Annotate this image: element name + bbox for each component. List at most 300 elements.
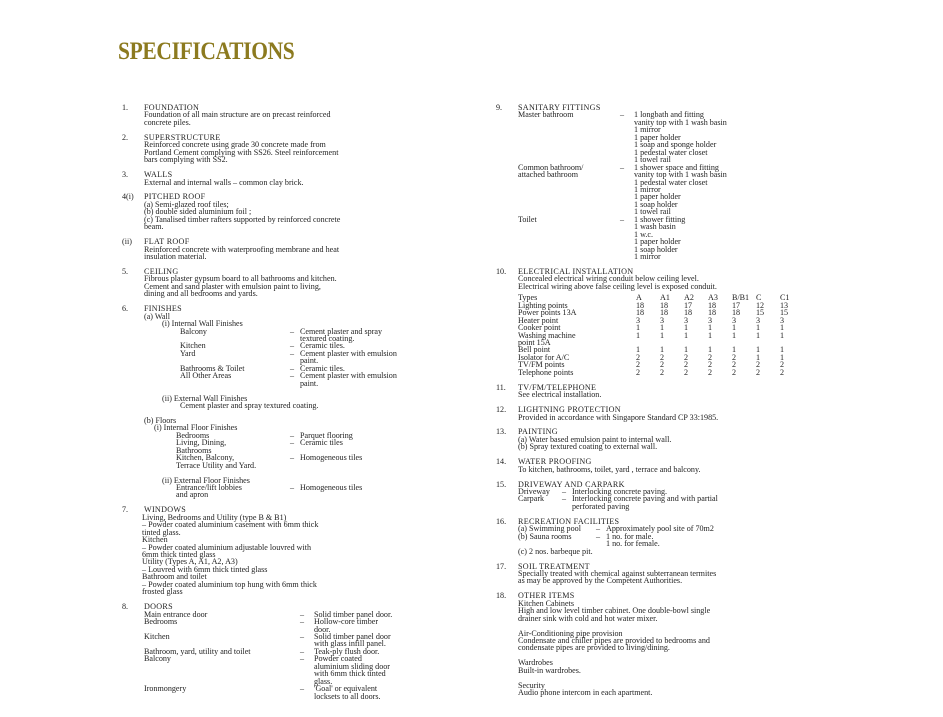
row-label: (a) Swimming pool — [518, 524, 581, 534]
section-title: WINDOWS — [144, 505, 187, 515]
section-soil-treatment — [496, 563, 816, 585]
row-dash: – — [300, 646, 305, 656]
section-recreation-facilities — [496, 518, 816, 555]
table-cell: point 15A — [518, 338, 551, 348]
section-line: bars complying with SS2. — [144, 155, 228, 165]
row-dash — [596, 540, 606, 547]
external-floor-list — [144, 484, 442, 499]
row-dash: – — [562, 487, 567, 497]
table-cell: 17 — [684, 300, 693, 310]
row-value: 1 shower space and fitting — [634, 162, 719, 172]
row-value: 1 paper holder — [634, 192, 681, 202]
row-value: paint. — [300, 378, 319, 388]
table-cell: 2 — [660, 360, 665, 370]
section-line: – Powder coated aluminium adjustable louvred with — [142, 542, 312, 552]
table-cell: 18 — [660, 308, 669, 318]
recreation-list — [518, 525, 816, 547]
list-row — [144, 670, 442, 677]
section-line: (b) Spray textured coating to external wall. — [518, 442, 658, 452]
section-line: High and low level timber cabinet. One double-bowl single — [518, 606, 711, 616]
row-value: 1 longbath and fitting — [634, 110, 704, 120]
section-number: 18. — [496, 591, 507, 601]
row-label: Ironmongery — [144, 684, 187, 694]
table-cell: 3 — [684, 315, 689, 325]
section-line: (c) Tanalised timber rafters supported by reinforced concrete — [144, 214, 341, 224]
section-title: ELECTRICAL INSTALLATION — [518, 266, 634, 276]
section-number: 2. — [122, 132, 129, 142]
row-label: Common bathroom/ — [518, 162, 584, 172]
row-label: and apron — [176, 490, 209, 500]
section-number: 9. — [496, 103, 503, 112]
table-header-cell: B/B1 — [732, 293, 750, 303]
section-number: 15. — [496, 479, 507, 489]
row-dash — [300, 663, 314, 670]
row-label: Bedrooms — [144, 617, 178, 627]
section-line: Wardrobes — [518, 658, 553, 668]
row-dash: – — [290, 430, 295, 440]
table-cell: 2 — [684, 352, 689, 362]
section-title: DOORS — [144, 602, 173, 612]
table-cell: 1 — [708, 330, 713, 340]
table-cell: 1 — [756, 345, 761, 355]
table-cell: 2 — [756, 367, 761, 377]
table-cell: 1 — [636, 345, 641, 355]
row-value: 1 shower fitting — [634, 214, 686, 224]
section-title: FLAT ROOF — [144, 237, 190, 247]
row-label — [144, 670, 300, 677]
list-row — [144, 633, 442, 640]
row-dash — [290, 462, 300, 469]
row-dash — [620, 179, 634, 186]
section-number: 1. — [122, 103, 129, 112]
section-line — [518, 674, 816, 681]
section-line: dining and all bedrooms and yards. — [144, 289, 258, 299]
row-value: 1 soap holder — [634, 199, 678, 209]
section-line: concrete piles. — [144, 117, 191, 127]
table-cell: 2 — [708, 360, 713, 370]
row-dash: – — [300, 684, 305, 694]
section-title: LIGHTNING PROTECTION — [518, 405, 621, 415]
row-dash: – — [562, 494, 567, 504]
row-label: Yard — [180, 348, 196, 358]
table-cell: 2 — [636, 352, 641, 362]
row-dash: – — [596, 524, 601, 534]
row-dash — [620, 171, 634, 178]
table-cell: TV/FM points — [518, 360, 565, 370]
table-cell: 3 — [660, 315, 665, 325]
sanitary-list — [518, 111, 816, 260]
row-label — [518, 253, 620, 260]
section-number: 10. — [496, 266, 507, 276]
section-title: SANITARY FITTINGS — [518, 103, 601, 112]
doors-list — [144, 611, 442, 700]
section-number: 8. — [122, 602, 129, 612]
row-dash: – — [300, 617, 305, 627]
section-title: TV/FM/TELEPHONE — [518, 382, 597, 392]
row-dash — [620, 231, 634, 238]
section-line: 6mm thick tinted glass — [142, 550, 216, 560]
row-label — [518, 149, 620, 156]
section-line: Provided in accordance with Singapore Standard CP 33:1985. — [518, 412, 719, 422]
row-dash: – — [300, 654, 305, 664]
table-cell: Telephone points — [518, 367, 574, 377]
section-title: SUPERSTRUCTURE — [144, 132, 221, 142]
section-windows — [122, 506, 442, 595]
row-label: Balcony — [144, 654, 171, 664]
section-line: (a) Water based emulsion paint to internal wall. — [518, 434, 672, 444]
table-cell: 1 — [756, 323, 761, 333]
row-value: Homogeneous tiles — [300, 453, 363, 463]
row-dash — [620, 201, 634, 208]
row-dash — [620, 253, 634, 260]
section-line: – Powder coated aluminium top hung with 6mm thick — [142, 579, 317, 589]
row-dash — [290, 380, 300, 387]
row-label: Main entrance door — [144, 609, 208, 619]
table-cell: 1 — [708, 323, 713, 333]
table-cell: 1 — [684, 330, 689, 340]
table-cell: 2 — [780, 360, 785, 370]
section-number: (ii) — [122, 237, 132, 247]
table-cell: 18 — [660, 300, 669, 310]
row-value: Approximately pool site of 70m2 — [606, 524, 714, 534]
subsection-label: (b) Floors — [144, 415, 177, 425]
section-finishes — [122, 305, 442, 499]
row-label — [518, 126, 620, 133]
section-title: SOIL TREATMENT — [518, 561, 590, 571]
section-title: WALLS — [144, 170, 173, 180]
table-cell: 3 — [636, 315, 641, 325]
row-label: Bathrooms — [176, 445, 212, 455]
section-driveway-carpark — [496, 481, 816, 511]
row-value: vanity top with 1 wash basin — [634, 170, 727, 180]
list-row — [144, 626, 442, 633]
table-cell: 1 — [660, 345, 665, 355]
row-dash — [620, 186, 634, 193]
row-value: with glass infill panel. — [314, 639, 386, 649]
section-other-items — [496, 592, 816, 696]
page-title: SPECIFICATIONS — [118, 38, 295, 65]
table-cell: 2 — [684, 367, 689, 377]
section-superstructure — [122, 134, 442, 164]
row-label — [518, 246, 620, 253]
electrical-points-table — [518, 294, 816, 376]
list-row — [176, 491, 442, 498]
subsection-label: (a) Wall — [144, 311, 170, 321]
table-cell: 2 — [732, 352, 737, 362]
section-line: Security — [518, 680, 545, 690]
section-line: To kitchen, bathrooms, toilet, yard , terrace and balcony. — [518, 464, 701, 474]
row-value: Cement plaster and spray — [300, 326, 383, 336]
row-dash — [620, 134, 634, 141]
table-cell: 3 — [756, 315, 761, 325]
subsection-label: (ii) External Wall Finishes — [162, 393, 248, 403]
row-label — [518, 201, 620, 208]
row-dash — [300, 693, 314, 700]
section-number: 4(i) — [122, 192, 134, 202]
table-header-cell: Types — [518, 293, 538, 303]
subsection-label: (i) Internal Floor Finishes — [154, 423, 238, 433]
row-dash: – — [290, 453, 295, 463]
row-value: Parquet flooring — [300, 430, 353, 440]
section-line: Kitchen Cabinets — [518, 598, 574, 608]
table-header-cell: A2 — [684, 293, 694, 303]
section-number: 11. — [496, 382, 506, 392]
table-cell: 18 — [732, 308, 741, 318]
row-value: Interlocking concrete paving and with partial — [572, 494, 718, 504]
table-cell: 1 — [732, 323, 737, 333]
section-number: 12. — [496, 405, 507, 415]
table-cell: 1 — [708, 345, 713, 355]
section-title: PAINTING — [518, 427, 558, 437]
section-number: 16. — [496, 516, 507, 526]
row-label: Toilet — [518, 214, 537, 224]
section-title: RECREATION FACILITIES — [518, 516, 620, 526]
row-label — [518, 193, 620, 200]
table-cell: 2 — [756, 360, 761, 370]
row-dash — [300, 670, 314, 677]
section-number: 5. — [122, 266, 129, 276]
subsection-label: (i) Internal Wall Finishes — [162, 319, 243, 329]
internal-wall-list — [144, 328, 442, 388]
list-row — [518, 119, 816, 126]
internal-floor-list — [144, 432, 442, 469]
table-header-cell: C1 — [780, 293, 790, 303]
list-row — [180, 380, 442, 387]
table-cell: 18 — [636, 300, 645, 310]
row-dash: – — [620, 214, 625, 224]
table-cell: 1 — [732, 345, 737, 355]
row-label: Living, Dining, — [176, 438, 227, 448]
table-cell: 1 — [660, 323, 665, 333]
table-cell: 1 — [636, 330, 641, 340]
section-line: – Louvred with 6mm thick tinted glass — [142, 564, 268, 574]
row-label: Balcony — [180, 326, 207, 336]
list-row — [144, 663, 442, 670]
list-row — [518, 503, 816, 510]
row-dash — [562, 503, 572, 510]
driveway-list — [518, 488, 816, 510]
row-value: 1 paper holder — [634, 132, 681, 142]
section-line: Concealed electrical wiring conduit below ceiling level. — [518, 274, 699, 284]
section-title: PITCHED ROOF — [144, 192, 206, 202]
table-cell: Power points 13A — [518, 308, 577, 318]
windows-list — [142, 514, 442, 596]
row-label — [518, 231, 620, 238]
row-value: Ceramic tiles. — [300, 341, 345, 351]
section-line: beam. — [144, 222, 164, 232]
table-cell: 2 — [660, 367, 665, 377]
row-value: door. — [314, 624, 331, 634]
row-value: 1 paper holder — [634, 237, 681, 247]
list-row — [176, 462, 442, 469]
table-cell: 1 — [636, 323, 641, 333]
table-cell: 1 — [780, 352, 785, 362]
section-title: FINISHES — [144, 304, 182, 314]
row-value: 1 no. for male. — [606, 531, 654, 541]
row-label — [144, 663, 300, 670]
list-row — [518, 223, 816, 230]
row-dash: – — [300, 609, 305, 619]
row-value: 1 pedestal water closet — [634, 147, 708, 157]
section-line: Utility (Types A, A1, A2, A3) — [142, 557, 238, 567]
list-row — [176, 439, 442, 446]
section-number: 7. — [122, 505, 129, 515]
section-line: as may be approved by the Competent Authorities. — [518, 576, 683, 586]
table-cell: 18 — [708, 300, 717, 310]
table-cell: 2 — [684, 360, 689, 370]
section-water-proofing — [496, 458, 816, 473]
section-line — [518, 652, 816, 659]
row-label: (b) Sauna rooms — [518, 531, 572, 541]
section-line: Portland Cement complying with SS26. Steel reinforcement — [144, 147, 339, 157]
row-value: Cement plaster with emulsion — [300, 348, 397, 358]
section-number: 3. — [122, 170, 129, 180]
section-line: Reinforced concrete using grade 30 concrete made from — [144, 140, 326, 150]
section-painting — [496, 428, 816, 450]
section-ceiling — [122, 268, 442, 298]
section-line: Kitchen — [142, 535, 168, 545]
row-value: Ceramic tiles — [300, 438, 343, 448]
list-row — [144, 618, 442, 625]
row-label — [180, 380, 290, 387]
section-line: Audio phone intercom in each apartment. — [518, 688, 653, 698]
table-cell: 18 — [684, 308, 693, 318]
list-row — [518, 533, 816, 540]
section-line: (b) double sided aluminium foil ; — [144, 207, 252, 217]
row-label — [518, 141, 620, 148]
section-pitched-roof — [122, 193, 442, 230]
row-label: All Other Areas — [180, 371, 232, 381]
other-items-list — [518, 600, 816, 697]
section-line: Cement and sand plaster with emulsion paint to living, — [144, 281, 321, 291]
table-cell: 2 — [660, 352, 665, 362]
row-value: 'Goal' or equivalent — [314, 684, 378, 694]
row-label — [518, 179, 620, 186]
table-header-cell: A3 — [708, 293, 718, 303]
section-number: 17. — [496, 561, 507, 571]
table-cell: Washing machine — [518, 330, 576, 340]
table-cell: 17 — [732, 300, 741, 310]
row-label: Master bathroom — [518, 110, 574, 120]
table-cell: 2 — [732, 367, 737, 377]
table-cell: 18 — [708, 308, 717, 318]
table-cell: 1 — [780, 323, 785, 333]
row-dash: – — [290, 482, 295, 492]
table-cell: 2 — [780, 367, 785, 377]
table-cell: 1 — [780, 330, 785, 340]
row-dash — [620, 238, 634, 245]
row-value: locksets to all doors. — [314, 691, 381, 701]
section-line: Built-in wardrobes. — [518, 665, 581, 675]
row-dash: – — [290, 326, 295, 336]
row-value: 1 mirror — [634, 184, 661, 194]
table-cell: 3 — [732, 315, 737, 325]
row-value: 1 pedestal water closet — [634, 177, 708, 187]
table-header-cell: A — [636, 293, 642, 303]
table-cell: 1 — [780, 345, 785, 355]
row-value: Cement plaster with emulsion — [300, 371, 397, 381]
section-title: DRIVEWAY AND CARPARK — [518, 479, 625, 489]
table-cell: 1 — [732, 330, 737, 340]
row-dash — [620, 141, 634, 148]
row-dash — [620, 126, 634, 133]
row-dash — [620, 149, 634, 156]
table-cell: 1 — [684, 323, 689, 333]
section-title: OTHER ITEMS — [518, 591, 575, 601]
section-line: tinted glass. — [142, 527, 181, 537]
right-column — [496, 104, 816, 697]
row-dash: – — [620, 110, 625, 120]
section-line: frosted glass — [142, 587, 183, 597]
row-value: Homogeneous tiles — [300, 482, 363, 492]
row-dash: – — [290, 363, 295, 373]
table-cell: 13 — [780, 300, 789, 310]
list-row — [144, 678, 442, 685]
row-value: glass. — [314, 676, 333, 686]
table-cell: 1 — [684, 345, 689, 355]
section-line: Condensate and chiller pipes are provided to bedrooms and — [518, 636, 710, 646]
row-label: Kitchen — [180, 341, 206, 351]
list-row — [144, 611, 442, 618]
table-header-cell: A1 — [660, 293, 670, 303]
table-cell: 2 — [732, 360, 737, 370]
section-doors — [122, 603, 442, 700]
section-title: CEILING — [144, 266, 179, 276]
list-row — [144, 685, 442, 692]
row-label: Bathrooms & Toilet — [180, 363, 245, 373]
section-line: External and internal walls – common clay brick. — [144, 177, 304, 187]
row-label: Driveway — [518, 487, 550, 497]
row-value: Solid timber panel door — [314, 632, 391, 641]
row-label: Kitchen — [144, 632, 170, 641]
row-label: Carpark — [518, 494, 545, 504]
table-cell: Isolator for A/C — [518, 352, 570, 362]
section-line: Fibrous plaster gypsum board to all bathrooms and kitchen. — [144, 274, 337, 284]
row-label — [518, 223, 620, 230]
row-label: Entrance/lift lobbies — [176, 482, 242, 492]
table-cell: 1 — [756, 352, 761, 362]
row-value: 1 soap and sponge holder — [634, 140, 717, 150]
table-header-cell: C — [756, 293, 762, 303]
row-label: Bathroom, yard, utility and toilet — [144, 646, 251, 656]
row-value: 1 wash basin — [634, 222, 676, 232]
subsection-label: (ii) External Floor Finishes — [162, 475, 250, 485]
table-cell: 15 — [780, 308, 789, 318]
row-value: textured coating. — [300, 333, 355, 343]
table-cell: 1 — [660, 330, 665, 340]
left-column — [122, 104, 442, 700]
section-line: – Powder coated aluminium casement with 6mm thick — [142, 520, 319, 530]
section-line: Foundation of all main structure are on precast reinforced — [144, 110, 331, 120]
row-value: 1 towel rail — [634, 155, 671, 165]
table-cell: 12 — [756, 300, 765, 310]
row-label: attached bathroom — [518, 170, 579, 180]
row-dash: – — [596, 531, 601, 541]
row-value: 1 towel rail — [634, 207, 671, 217]
section-flat-roof — [122, 238, 442, 260]
table-cell: 2 — [636, 367, 641, 377]
table-cell: 3 — [780, 315, 785, 325]
section-lightning-protection — [496, 406, 816, 421]
row-label — [144, 693, 300, 700]
section-title: FOUNDATION — [144, 103, 200, 112]
table-cell: 2 — [708, 352, 713, 362]
section-title: WATER PROOFING — [518, 457, 592, 467]
row-label — [518, 134, 620, 141]
section-line: Specially treated with chemical against subterranean termites — [518, 568, 717, 578]
table-cell: Heater point — [518, 315, 559, 325]
list-row — [144, 693, 442, 700]
